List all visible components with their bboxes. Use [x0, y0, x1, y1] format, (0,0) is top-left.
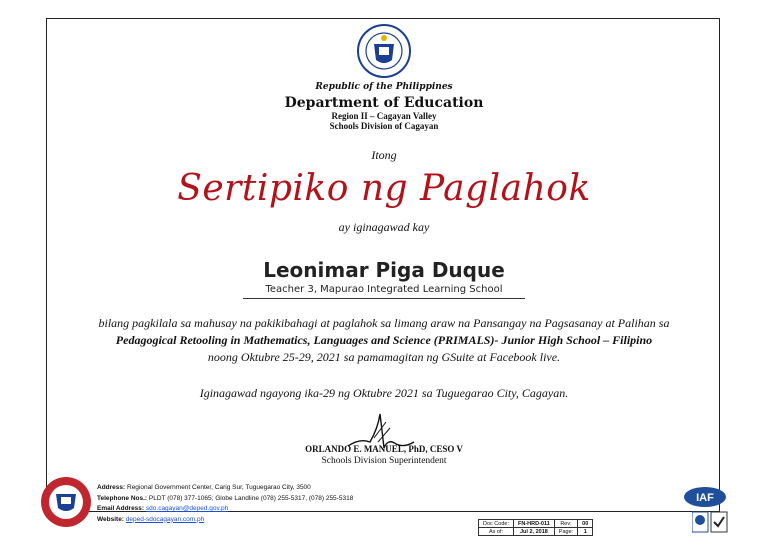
certificate-title: Sertipiko ng Paglahok	[177, 168, 591, 209]
svg-text:IAF: IAF	[696, 492, 714, 504]
as-of-label: As of:	[479, 528, 514, 536]
iaf-logo-icon	[683, 486, 727, 508]
region-line: Region II – Cagayan Valley	[331, 111, 437, 121]
doc-code-label: Doc Code:	[479, 520, 514, 528]
website-link[interactable]: deped-sdocagayan.com.ph	[125, 515, 205, 523]
body-line-3: noong Oktubre 25-29, 2021 sa pamamagitan ng GSuite at Facebook live.	[207, 350, 561, 364]
footer-contact-info	[97, 483, 353, 525]
page-value: 1	[578, 528, 593, 536]
certification-marks-icon	[692, 511, 728, 533]
republic-line: Republic of the Philippines	[315, 82, 453, 92]
given-date-line: Iginagawad ngayong ika-29 ng Oktubre 2021 sa Tuguegarao City, Cagayan.	[199, 386, 569, 400]
footer-address: Address: Regional Government Center, Carig Sur, Tuguegarao City, 3500	[97, 484, 311, 491]
footer-website: Website: deped-sdocagayan.com.ph	[97, 515, 205, 523]
deped-seal-icon	[357, 24, 411, 78]
body-line-1: bilang pagkilala sa mahusay na pakikibahagi at paglahok sa limang araw na Pansangay na Pagsasanay at Palihan sa	[98, 316, 670, 330]
name-underline	[243, 298, 525, 299]
document-control-table	[478, 519, 593, 536]
signer-title: Schools Division Superintendent	[321, 456, 447, 466]
signer-name: ORLANDO E. MANUEL, PhD, CESO V	[305, 444, 463, 454]
footer-telephone: Telephone Nos.: PLDT (078) 377-1065; Globe Landline (078) 255-5317, (078) 255-5318	[97, 494, 354, 502]
recipient-position: Teacher 3, Mapurao Integrated Learning School	[265, 284, 503, 295]
department-name: Department of Education	[284, 95, 484, 111]
email-link[interactable]: sdo.cagayan@deped.gov.ph	[145, 505, 229, 512]
doc-code-value: FN-HRD-011	[514, 520, 555, 528]
page-label: Page:	[554, 528, 577, 536]
footer-email: Email Address: sdo.cagayan@deped.gov.ph	[97, 505, 229, 512]
division-line: Schools Division of Cagayan	[329, 121, 439, 131]
rev-label: Rev:	[554, 520, 577, 528]
intro-text: Itong	[371, 148, 397, 162]
division-seal-icon	[40, 476, 92, 528]
recipient-name: Leonimar Piga Duque	[263, 258, 505, 282]
body-line-2: Pedagogical Retooling in Mathematics, Languages and Science (PRIMALS)- Junior High School – Filipino	[115, 333, 653, 347]
rev-value: 00	[578, 520, 593, 528]
as-of-value: Jul 2, 2018	[514, 528, 555, 536]
awarded-to-text: ay iginagawad kay	[338, 220, 430, 234]
